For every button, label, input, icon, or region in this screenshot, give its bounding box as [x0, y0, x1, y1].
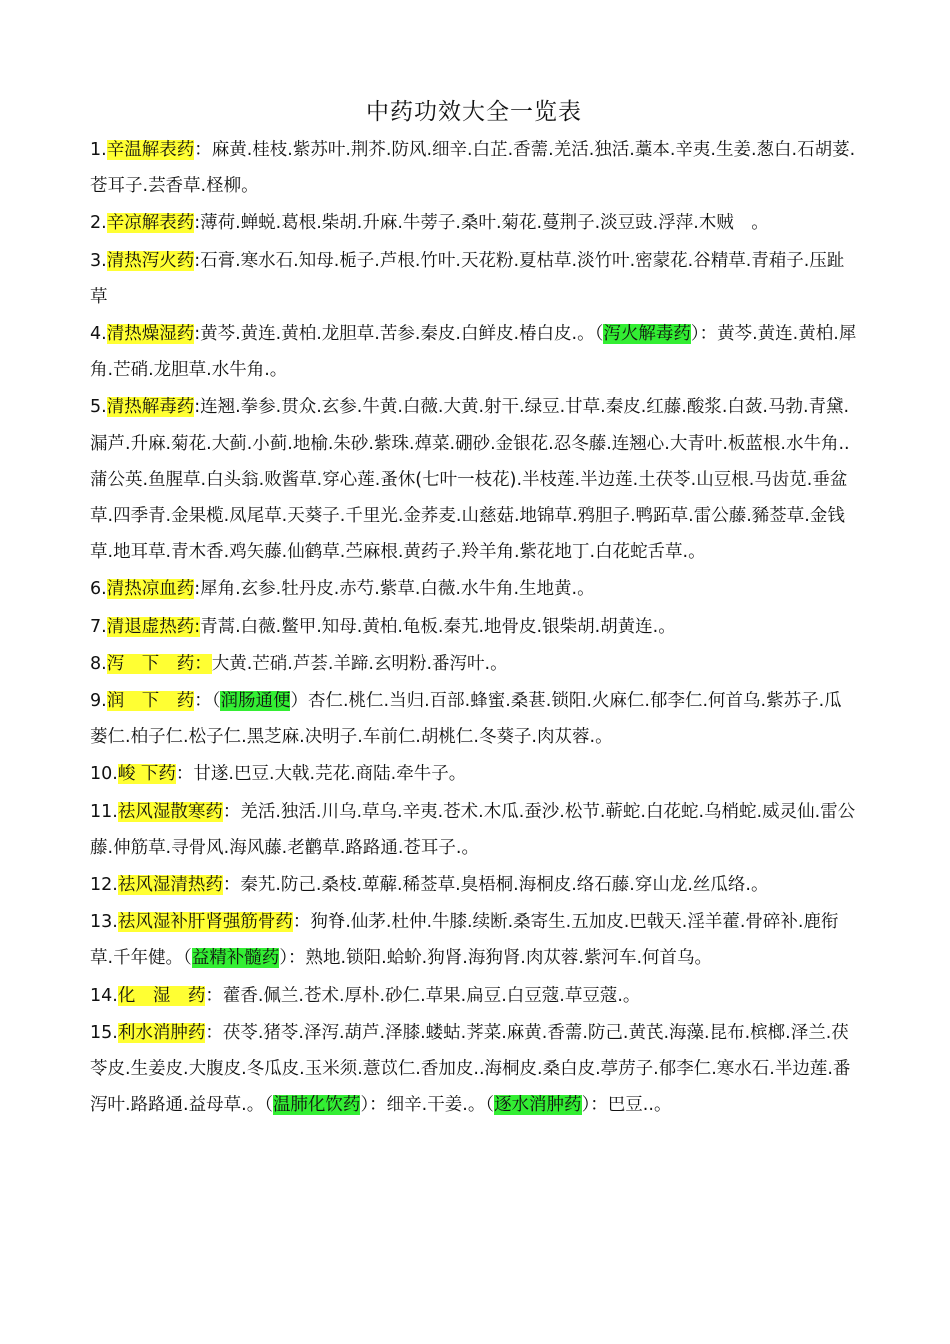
entry-6: [90, 571, 858, 607]
entry-number: 6.: [90, 579, 107, 600]
separator: ：: [222, 801, 241, 822]
entry-number: 15.: [90, 1022, 118, 1043]
herb-list: 秦艽.防己.桑枝.萆薢.稀莶草.臭梧桐.海桐皮.络石藤.穿山龙.丝瓜络.。: [240, 875, 769, 896]
separator: ：: [175, 764, 194, 785]
entry-number: 4.: [90, 324, 107, 345]
herb-list: 麻黄.桂枝.紫苏叶.荆芥.防风.细辛.白芷.香薷.羌活.独活.藁本.辛夷.生姜.葱白.石胡荽.苍耳子.芸香草.柽柳。: [90, 140, 856, 197]
entry-9: [90, 683, 858, 755]
separator: ：: [205, 1022, 223, 1043]
category-label: 祛风湿散寒药: [117, 801, 223, 822]
separator: ：: [205, 985, 223, 1006]
herb-list: 连翘.拳参.贯众.玄参.牛黄.白薇.大黄.射干.绿豆.甘草.秦皮.红藤.酸浆.白蔹.马勃.青黛.漏芦.升麻.菊花.大蓟.小蓟.地榆.朱砂.紫珠.蔊菜.硼砂.金银花.忍冬藤.连翘心.大青叶.板蓝根.水牛角..蒲公英.鱼腥草.白头翁.败酱草.穿心莲.蚤休(七叶一枝花).半枝莲.半边莲.土茯苓.山豆根.马齿苋.垂盆草.四季青.金果榄.凤尾草.天葵子.千里光.金荞麦.山慈菇.地锦草.鸦胆子.鸭跖草.雷公藤.豨莶草.金钱草.地耳草.青木香.鸡矢藤.仙鹤草.苎麻根.黄药子.羚羊角.紫花地丁.白花蛇舌草.。: [90, 397, 850, 563]
category-label: 泻 下 药：: [106, 653, 212, 674]
entry-number: 7.: [90, 616, 107, 637]
category-label: 祛风湿清热药: [117, 875, 223, 896]
category-label: 化 湿 药: [117, 985, 206, 1006]
category-label: 峻 下药: [117, 764, 176, 785]
subcategory-label: 润肠通便: [220, 691, 291, 712]
herb-list: 羌活.独活.川乌.草乌.辛夷.苍术.木瓜.蚕沙.松节.蕲蛇.白花蛇.乌梢蛇.威灵仙.雷公藤.伸筋草.寻骨风.海风藤.老鹳草.路路通.苍耳子.。: [90, 801, 856, 858]
sub-herb-list: ）：熟地.锁阳.蛤蚧.狗肾.海狗肾.肉苁蓉.紫河车.何首乌。: [279, 948, 712, 969]
separator: :: [194, 250, 201, 271]
page-title: 中药功效大全一览表: [366, 99, 582, 125]
entry-13: [90, 904, 858, 976]
herb-list: 黄芩.黄连.黄柏.龙胆草.苦参.秦皮.白鲜皮.椿白皮.。（: [200, 324, 604, 345]
category-label: 清热泻火药: [106, 250, 195, 271]
sub-herb-list: ）杏仁.桃仁.当归.百部.蜂蜜.桑葚.锁阳.火麻仁.郁李仁.何首乌.紫苏子.瓜蒌仁.柏子仁.松子仁.黑芝麻.决明子.车前仁.胡桃仁.冬葵子.肉苁蓉.。: [90, 691, 842, 748]
separator: :: [194, 213, 201, 234]
sub-herb-list-2: ）：巴豆..。: [581, 1095, 672, 1116]
subcategory-label-2: 逐水消肿药: [494, 1095, 582, 1116]
herb-list: 薄荷.蝉蜕.葛根.柴胡.升麻.牛蒡子.桑叶.菊花.蔓荆子.淡豆豉.浮萍.木贼 。: [200, 213, 769, 234]
entry-3: [90, 243, 858, 315]
subcategory-label: 益精补髓药: [191, 948, 280, 969]
subcategory-label: 泻火解毒药: [603, 324, 691, 345]
category-label: 润 下 药: [106, 691, 195, 712]
entry-number: 8.: [90, 653, 107, 674]
entry-number: 5.: [90, 397, 107, 418]
category-label: 辛凉解表药: [106, 213, 195, 234]
entry-number: 12.: [90, 875, 118, 896]
herb-list: 青蒿.白薇.鳖甲.知母.黄柏.龟板.秦艽.地骨皮.银柴胡.胡黄连.。: [200, 616, 676, 637]
sub-herb-list: ）：细辛.干姜.。（: [360, 1095, 495, 1116]
herb-list: 犀角.玄参.牡丹皮.赤芍.紫草.白薇.水牛角.生地黄.。: [200, 579, 595, 600]
entry-5: [90, 389, 858, 570]
separator: :: [194, 397, 201, 418]
herb-list: 大黄.芒硝.芦荟.羊蹄.玄明粉.番泻叶.。: [211, 653, 508, 674]
entry-15: [90, 1015, 858, 1124]
separator: :: [194, 579, 201, 600]
entry-14: [90, 978, 858, 1014]
herb-list: 茯苓.猪苓.泽泻.葫芦.泽膝.蝼蛄.荠菜.麻黄.香薷.防己.黄芪.海藻.昆布.槟榔.泽兰.茯苓皮.生姜皮.大腹皮.冬瓜皮.玉米须.薏苡仁.香加皮..海桐皮.桑白皮.葶苈子.郁李仁.寒水石.半边莲.番泻叶.路路通.益母草.。（: [90, 1022, 851, 1116]
category-label: 清热凉血药: [106, 579, 195, 600]
category-label: 利水消肿药: [117, 1022, 206, 1043]
subcategory-label: 温肺化饮药: [272, 1095, 361, 1116]
herb-list: 藿香.佩兰.苍术.厚朴.砂仁.草果.扁豆.白豆蔻.草豆蔻.。: [222, 985, 641, 1006]
entry-number: 3.: [90, 250, 107, 271]
entry-8: [90, 646, 858, 682]
entry-4: [90, 316, 858, 388]
entry-12: [90, 867, 858, 903]
entry-2: [90, 205, 858, 241]
entry-7: [90, 609, 858, 645]
entry-10: [90, 756, 858, 792]
category-label: 清热解毒药: [106, 397, 195, 418]
separator: :: [194, 324, 201, 345]
herb-list: 石膏.寒水石.知母.栀子.芦根.竹叶.天花粉.夏枯草.淡竹叶.密蒙花.谷精草.青葙子.压趾草: [90, 250, 845, 307]
herb-list: 狗脊.仙茅.杜仲.牛膝.续断.桑寄生.五加皮.巴戟天.淫羊藿.骨碎补.鹿衔草.千年健。（: [90, 912, 839, 969]
sub-herb-list: ）：黄芩.黄连.黄柏.犀角.芒硝.龙胆草.水牛角.。: [90, 324, 857, 381]
herb-list: 甘遂.巴豆.大戟.芫花.商陆.牵牛子。: [193, 764, 467, 785]
entry-number: 1.: [90, 140, 107, 160]
category-label: 清热燥湿药: [106, 324, 195, 345]
category-label: 祛风湿补肝肾强筋骨药: [117, 912, 293, 933]
separator: ：: [292, 912, 311, 933]
entry-number: 10.: [90, 764, 118, 785]
entry-number: 14.: [90, 985, 118, 1006]
separator: ：: [194, 140, 212, 160]
entry-number: 11.: [90, 801, 118, 822]
entry-11: [90, 794, 858, 866]
entry-1: [90, 132, 858, 204]
entry-number: 9.: [90, 691, 107, 712]
category-label: 清退虚热药:: [106, 616, 201, 637]
entry-number: 13.: [90, 912, 118, 933]
category-label: 辛温解表药: [106, 140, 195, 160]
entry-number: 2.: [90, 213, 107, 234]
separator: ：（: [194, 691, 221, 712]
separator: ：: [222, 875, 241, 896]
